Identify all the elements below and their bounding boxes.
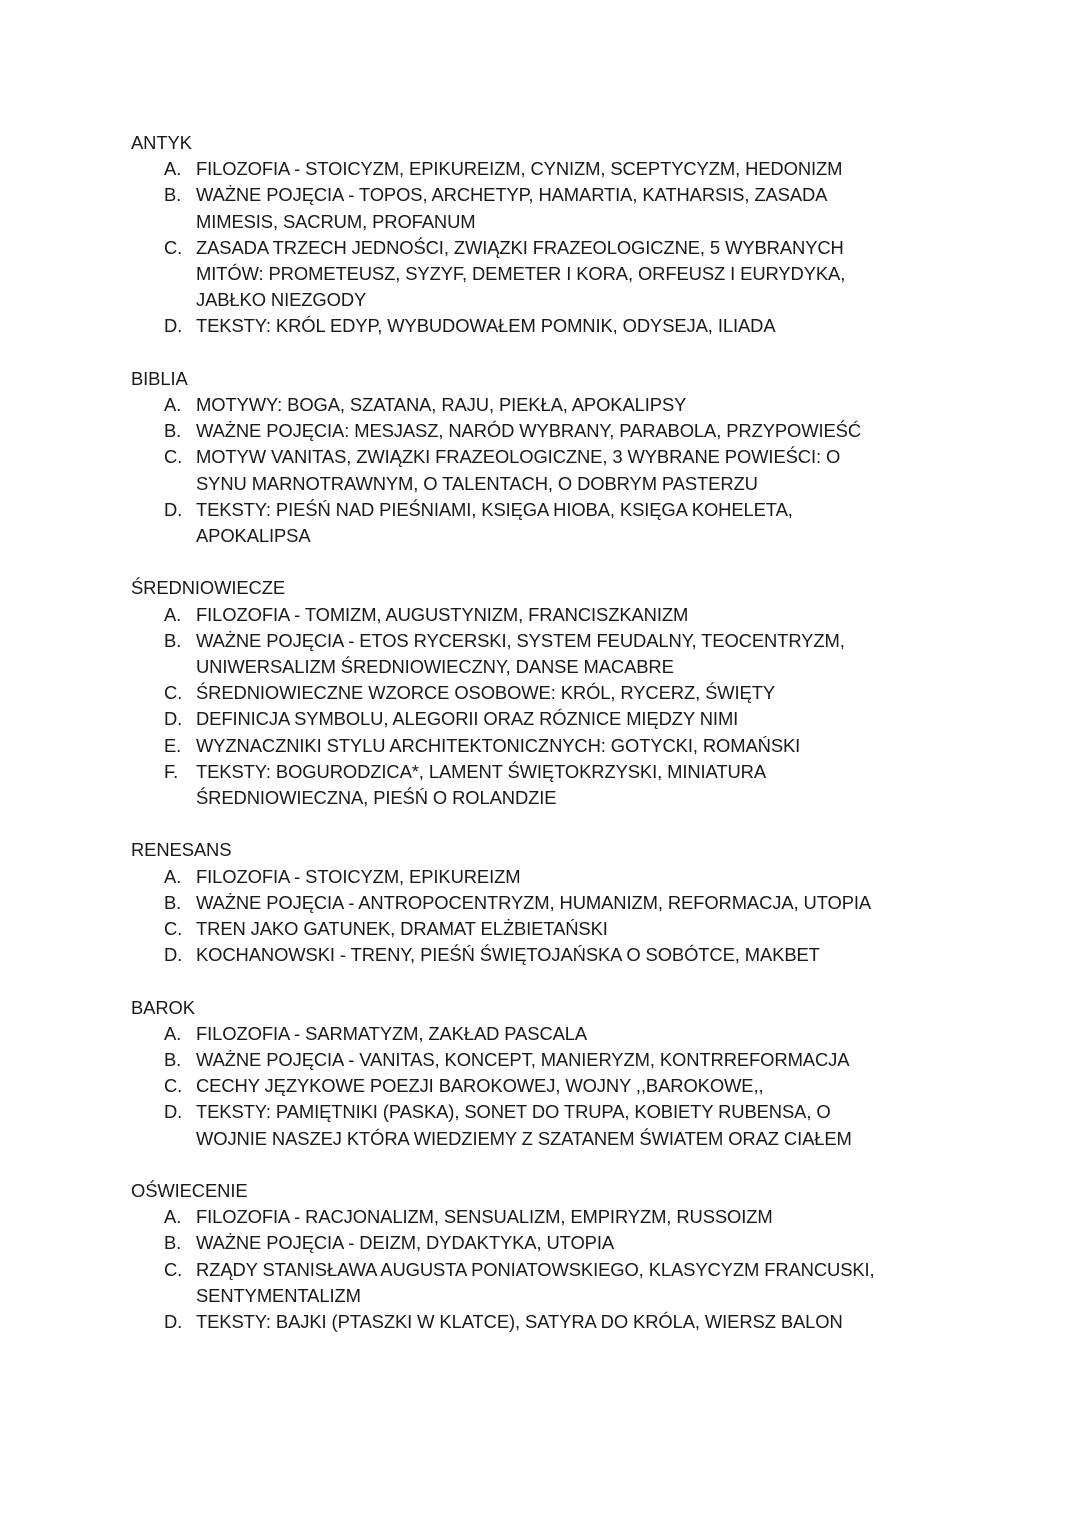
list-item <box>131 628 951 680</box>
topic-list <box>131 602 951 812</box>
list-item-letter: D. <box>164 944 183 966</box>
epoch-section <box>131 366 951 549</box>
list-item-letter: D. <box>164 1311 183 1333</box>
list-item-letter: C. <box>164 1075 183 1097</box>
list-item <box>131 916 951 942</box>
list-item-letter: C. <box>164 918 183 940</box>
list-item-letter: E. <box>164 734 182 756</box>
epoch-section <box>131 130 951 340</box>
topic-list <box>131 1021 951 1152</box>
epoch-section <box>131 837 951 968</box>
list-item-text: WYZNACZNIKI STYLU ARCHITEKTONICZNYCH: GOTYCKI, ROMAŃSKI <box>196 734 801 756</box>
document-content <box>131 130 951 1361</box>
list-item <box>131 1257 951 1309</box>
list-item-letter: D. <box>164 1101 183 1123</box>
list-item <box>131 156 951 182</box>
list-item-text: TREN JAKO GATUNEK, DRAMAT ELŻBIETAŃSKI <box>196 918 608 940</box>
list-item <box>131 1204 951 1230</box>
list-item <box>131 864 951 890</box>
list-item-text: WAŻNE POJĘCIA - VANITAS, KONCEPT, MANIERYZM, KONTRREFORMACJA <box>196 1049 850 1071</box>
list-item <box>131 1309 951 1335</box>
list-item-text: TEKSTY: KRÓL EDYP, WYBUDOWAŁEM POMNIK, ODYSEJA, ILIADA <box>196 315 776 337</box>
list-item-letter: A. <box>164 603 182 625</box>
list-item-text: WAŻNE POJĘCIA: MESJASZ, NARÓD WYBRANY, PARABOLA, PRZYPOWIEŚĆ <box>196 420 862 442</box>
list-item <box>131 1099 951 1151</box>
topic-list <box>131 864 951 969</box>
list-item-letter: A. <box>164 1022 182 1044</box>
epoch-title: RENESANS <box>131 839 232 861</box>
epoch-title: ANTYK <box>131 132 192 153</box>
list-item <box>131 1073 951 1099</box>
list-item-letter: C. <box>164 1258 183 1280</box>
epoch-title: BAROK <box>131 996 195 1018</box>
list-item <box>131 392 951 418</box>
list-item-text: FILOZOFIA - TOMIZM, AUGUSTYNIZM, FRANCISZKANIZM <box>196 603 689 625</box>
list-item-text: ŚREDNIOWIECZNE WZORCE OSOBOWE: KRÓL, RYCERZ, ŚWIĘTY <box>196 682 776 704</box>
topic-list <box>131 156 951 339</box>
epoch-title: BIBLIA <box>131 367 188 389</box>
list-item <box>131 313 951 339</box>
list-item-letter: B. <box>164 184 182 206</box>
list-item-text: RZĄDY STANISŁAWA AUGUSTA PONIATOWSKIEGO, KLASYCYZM FRANCUSKI, SENTYMENTALIZM <box>196 1258 875 1306</box>
list-item-text: FILOZOFIA - SARMATYZM, ZAKŁAD PASCALA <box>196 1022 588 1044</box>
epoch-title: OŚWIECENIE <box>131 1180 248 1202</box>
list-item <box>131 1021 951 1047</box>
list-item-text: CECHY JĘZYKOWE POEZJI BAROKOWEJ, WOJNY ,,BAROKOWE,, <box>196 1075 764 1097</box>
epoch-section <box>131 1178 951 1335</box>
list-item-text: TEKSTY: PAMIĘTNIKI (PASKA), SONET DO TRUPA, KOBIETY RUBENSA, O WOJNIE NASZEJ KTÓRA WIEDZIEMY Z SZATANEM ŚWIATEM ORAZ CIAŁEM <box>196 1101 852 1149</box>
list-item-text: TEKSTY: BAJKI (PTASZKI W KLATCE), SATYRA DO KRÓLA, WIERSZ BALON <box>196 1311 843 1333</box>
list-item-letter: B. <box>164 891 182 913</box>
list-item-letter: C. <box>164 682 183 704</box>
list-item <box>131 235 951 314</box>
list-item-letter: C. <box>164 446 183 468</box>
list-item-letter: C. <box>164 236 183 258</box>
list-item-text: TEKSTY: BOGURODZICA*, LAMENT ŚWIĘTOKRZYSKI, MINIATURA ŚREDNIOWIECZNA, PIEŚŃ O ROLANDZIE <box>196 760 766 809</box>
list-item-letter: A. <box>164 394 182 416</box>
list-item-text: ZASADA TRZECH JEDNOŚCI, ZWIĄZKI FRAZEOLOGICZNE, 5 WYBRANYCH MITÓW: PROMETEUSZ, SYZYF, DEMETER I KORA, ORFEUSZ I EURYDYKA, JABŁKO NIEZGODY <box>196 236 846 311</box>
topic-list <box>131 392 951 549</box>
list-item <box>131 759 951 811</box>
list-item-letter: A. <box>164 865 182 887</box>
list-item <box>131 1230 951 1256</box>
list-item-text: KOCHANOWSKI - TRENY, PIEŚŃ ŚWIĘTOJAŃSKA O SOBÓTCE, MAKBET <box>196 944 820 966</box>
list-item-text: FILOZOFIA - STOICYZM, EPIKUREIZM <box>196 865 521 887</box>
list-item-letter: D. <box>164 315 183 337</box>
list-item <box>131 1047 951 1073</box>
epoch-title: ŚREDNIOWIECZE <box>131 577 286 599</box>
list-item <box>131 706 951 732</box>
list-item-text: WAŻNE POJĘCIA - TOPOS, ARCHETYP, HAMARTIA, KATHARSIS, ZASADA MIMESIS, SACRUM, PROFANUM <box>196 184 828 232</box>
list-item-text: FILOZOFIA - STOICYZM, EPIKUREIZM, CYNIZM, SCEPTYCYZM, HEDONIZM <box>196 158 843 180</box>
list-item-letter: B. <box>164 420 182 442</box>
list-item <box>131 942 951 968</box>
epoch-section <box>131 575 951 811</box>
list-item-letter: D. <box>164 498 183 520</box>
epoch-section <box>131 995 951 1152</box>
list-item-letter: B. <box>164 1049 182 1071</box>
list-item-letter: F. <box>164 760 179 782</box>
list-item <box>131 602 951 628</box>
list-item <box>131 733 951 759</box>
list-item <box>131 890 951 916</box>
list-item-text: WAŻNE POJĘCIA - ANTROPOCENTRYZM, HUMANIZM, REFORMACJA, UTOPIA <box>196 891 872 913</box>
list-item-letter: D. <box>164 708 183 730</box>
list-item-letter: A. <box>164 158 182 180</box>
list-item <box>131 182 951 234</box>
list-item <box>131 444 951 496</box>
list-item <box>131 497 951 549</box>
list-item-text: WAŻNE POJĘCIA - DEIZM, DYDAKTYKA, UTOPIA <box>196 1232 615 1254</box>
list-item-letter: B. <box>164 629 182 651</box>
list-item-text: FILOZOFIA - RACJONALIZM, SENSUALIZM, EMPIRYZM, RUSSOIZM <box>196 1206 773 1228</box>
list-item-text: TEKSTY: PIEŚŃ NAD PIEŚNIAMI, KSIĘGA HIOBA, KSIĘGA KOHELETA, APOKALIPSA <box>196 498 793 547</box>
list-item <box>131 680 951 706</box>
list-item-letter: B. <box>164 1232 182 1254</box>
list-item-text: MOTYWY: BOGA, SZATANA, RAJU, PIEKŁA, APOKALIPSY <box>196 394 687 416</box>
topic-list <box>131 1204 951 1335</box>
list-item-text: WAŻNE POJĘCIA - ETOS RYCERSKI, SYSTEM FEUDALNY, TEOCENTRYZM, UNIWERSALIZM ŚREDNIOWIECZNY, DANSE MACABRE <box>196 629 845 678</box>
list-item-text: MOTYW VANITAS, ZWIĄZKI FRAZEOLOGICZNE, 3 WYBRANE POWIEŚCI: O SYNU MARNOTRAWNYM, O TALENTACH, O DOBRYM PASTERZU <box>196 446 841 494</box>
list-item-text: DEFINICJA SYMBOLU, ALEGORII ORAZ RÓZNICE MIĘDZY NIMI <box>196 708 739 730</box>
list-item-letter: A. <box>164 1206 182 1228</box>
list-item <box>131 418 951 444</box>
